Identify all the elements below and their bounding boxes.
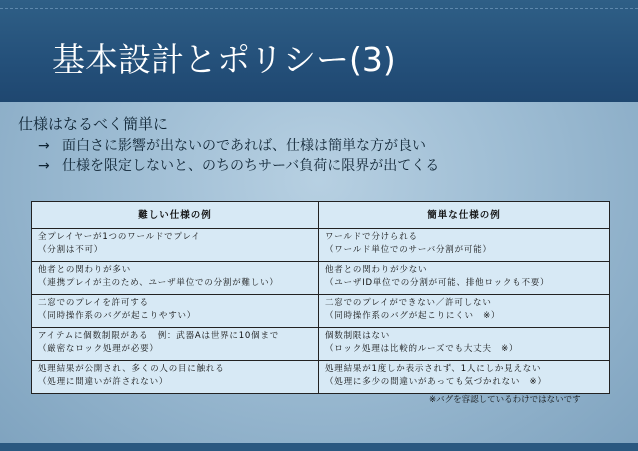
table-row [32,229,610,262]
cell-line: （連携プレイが主のため、ユーザ単位での分割が難しい） [38,278,279,288]
easy-cell [319,229,610,262]
arrow-icon: → [38,158,50,174]
cell-line: 処理結果が1度しか表示されず、1人にしか見えない [325,364,542,374]
header-easy: 簡単な仕様の例 [319,202,610,229]
cell-line: （処理に多少の間違いがあっても気づかれない ※） [325,377,547,387]
cell-line: 他者との関わりが少ない [325,265,428,275]
cell-line: （ロック処理は比較的ルーズでも大丈夫 ※） [325,344,519,354]
cell-line: ワールドで分けられる [325,232,418,242]
hard-cell [32,229,319,262]
title-band [0,0,638,102]
easy-cell [319,361,610,394]
table-row [32,361,610,394]
footnote: ※バグを容認しているわけではないです [429,395,581,405]
cell-line: アイテムに個数制限がある 例：武器Aは世界に10個まで [38,331,280,341]
cell-line: （処理に間違いが許されない） [38,377,169,387]
cell-line: 個数制限はない [325,331,391,341]
cell-line: （厳密なロック処理が必要） [38,344,159,354]
hard-cell [32,262,319,295]
comparison-table [31,201,610,394]
cell-line: （同時操作系のバグが起こりやすい） [38,311,197,321]
bullet-item [38,156,439,176]
hard-cell [32,328,319,361]
cell-line: 二窓でのプレイを許可する [38,298,149,308]
table-row [32,295,610,328]
table-header-row [32,202,610,229]
bullet-text: 面白さに影響が出ないのであれば、仕様は簡単な方が良い [62,138,426,154]
cell-line: （分割は不可） [38,245,104,255]
bottom-band [0,443,638,451]
table-row [32,328,610,361]
cell-line: 二窓でのプレイができない／許可しない [325,298,492,308]
intro-text: 仕様はなるべく簡単に [18,115,169,133]
hard-cell [32,295,319,328]
bullet-text: 仕様を限定しないと、のちのちサーバ負荷に限界が出てくる [62,158,440,174]
slide-title: 基本設計とポリシー(3) [52,40,396,79]
hard-cell [32,361,319,394]
cell-line: 処理結果が公開され、多くの人の目に触れる [38,364,225,374]
cell-line: 全プレイヤーが1つのワールドでプレイ [38,232,201,242]
bullet-item [38,136,426,156]
cell-line: （同時操作系のバグが起こりにくい ※） [325,311,501,321]
easy-cell [319,295,610,328]
arrow-icon: → [38,138,50,154]
table-row [32,262,610,295]
easy-cell [319,328,610,361]
cell-line: （ユーザID単位での分割が可能、排他ロックも不要） [325,278,550,288]
cell-line: （ワールド単位でのサーバ分割が可能） [325,245,492,255]
header-hard: 難しい仕様の例 [32,202,319,229]
easy-cell [319,262,610,295]
cell-line: 他者との関わりが多い [38,265,132,275]
